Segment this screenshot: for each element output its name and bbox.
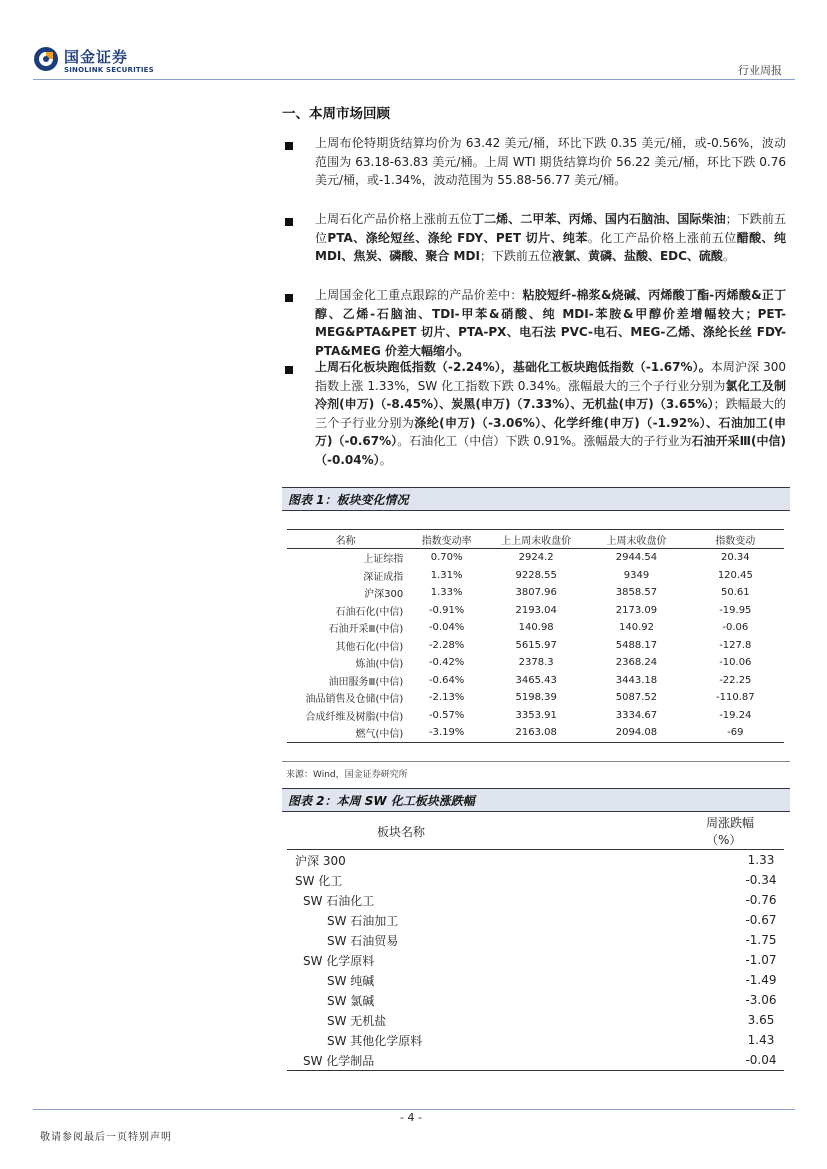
sector-name: SW 化学原料 <box>303 953 375 968</box>
cell: -127.8 <box>719 639 752 651</box>
cell: 石油石化(中信) <box>335 606 404 618</box>
table-row <box>287 890 784 910</box>
cell: 5198.39 <box>515 692 557 704</box>
header-divider <box>33 79 795 80</box>
sector-name: SW 石油化工 <box>303 893 375 908</box>
figure1-source: 来源：Wind，国金证券研究所 <box>286 770 408 780</box>
cell: 120.45 <box>717 569 753 581</box>
cell: -0.91% <box>428 604 465 616</box>
text-bold: 丁二烯、二甲苯、丙烯、国内石脑油、国际柴油 <box>472 212 726 226</box>
text: 。 <box>722 249 735 263</box>
figure2-title-bar <box>282 788 790 812</box>
column-header: 名称 <box>287 530 407 549</box>
table-row <box>287 910 784 930</box>
table-row <box>287 724 784 742</box>
weekly-change-value: -1.49 <box>745 973 777 987</box>
table-row <box>287 707 784 725</box>
table-row <box>287 689 784 707</box>
table-header-row <box>287 530 784 549</box>
cell: 5615.97 <box>515 639 557 651</box>
cell: 20.34 <box>721 552 750 564</box>
cell: -0.04% <box>428 622 465 634</box>
paragraph-sector-performance <box>315 358 786 469</box>
cell: -69 <box>687 724 784 742</box>
text: ；下跌前五位 <box>315 212 786 245</box>
table-row <box>287 584 784 602</box>
sector-name: SW 化工 <box>295 873 343 888</box>
table-row <box>287 1050 784 1071</box>
disclaimer-text: 敬请参阅最后一页特别声明 <box>40 1132 172 1143</box>
weekly-change-value: 3.65 <box>747 1013 775 1027</box>
text-bold: 粘胶短纤-棉浆&烧碱、丙烯酸丁酯-丙烯酸&正丁醇、乙烯-石脑油、TDI-甲苯&硝酸、纯 MDI-苯胺&甲醇价差增幅较大；PET-MEG&PTA&PET 切片、PTA-PX、电石法 PVC-电石、MEG-乙烯、涤纶长丝 FDY-PTA&MEG 价差大幅缩小。 <box>315 288 786 358</box>
bullet-icon <box>285 366 293 374</box>
sector-name: SW 无机盐 <box>327 1013 387 1028</box>
cell: 2924.2 <box>518 552 554 564</box>
cell: 0.70% <box>430 552 463 564</box>
paragraph-price-movers <box>315 210 786 266</box>
cell: 其他石化(中信) <box>335 641 404 653</box>
text-bold: 醋酸、纯 MDI、焦炭、磷酸、聚合 MDI <box>315 230 786 263</box>
weekly-change-value: -1.75 <box>745 933 777 947</box>
table-row <box>287 850 784 871</box>
cell: -19.24 <box>719 709 752 721</box>
paragraph-spreads <box>315 286 786 360</box>
cell: 油田服务Ⅲ(中信) <box>328 676 404 688</box>
table-row <box>287 602 784 620</box>
cell: 2368.24 <box>615 657 658 669</box>
column-header: 上周末收盘价 <box>586 530 686 549</box>
bullet-icon <box>285 142 293 150</box>
cell: -0.57% <box>428 709 465 721</box>
text: 。石油化工（中信）下跌 0.91%。涨幅最大的子行业为 <box>397 434 692 448</box>
sector-name: SW 其他化学原料 <box>327 1033 423 1048</box>
table-row <box>287 1030 784 1050</box>
column-header: 指数变动率 <box>407 530 486 549</box>
figure2-title: 图表 2：本周 SW 化工板块涨跌幅 <box>288 794 475 808</box>
text: 上周国金化工重点跟踪的产品价差中： <box>315 288 523 302</box>
text: 上周石化产品价格上涨前五位 <box>315 212 473 226</box>
cell: 1.31% <box>430 569 463 581</box>
sector-name: 沪深 300 <box>295 853 346 868</box>
figure1-title: 图表 1：板块变化情况 <box>288 493 409 507</box>
cell: 2378.3 <box>518 657 554 669</box>
logo-text-cn: 国金证券 <box>64 48 129 66</box>
cell: 2094.08 <box>586 724 686 742</box>
figure1-table <box>287 529 784 743</box>
cell: 3353.91 <box>515 709 557 721</box>
cell: 深证成指 <box>363 571 404 583</box>
cell: 3858.57 <box>615 587 658 599</box>
cell: -22.25 <box>719 674 752 686</box>
cell: -3.19% <box>407 724 486 742</box>
cell: 石油开采Ⅲ(中信) <box>328 624 404 636</box>
table-header-row <box>287 813 784 850</box>
logo-text-en: SINOLINK SECURITIES <box>64 66 154 74</box>
table-row <box>287 549 784 567</box>
table-row <box>287 870 784 890</box>
cell: -0.64% <box>428 674 465 686</box>
text: ；下跌前五位 <box>479 249 552 263</box>
cell: -10.06 <box>719 657 752 669</box>
text-bold: 液氯、黄磷、盐酸、EDC、硫酸 <box>551 249 723 263</box>
cell: 5087.52 <box>615 692 658 704</box>
cell: -2.28% <box>428 639 465 651</box>
cell: 9349 <box>623 569 650 581</box>
cell: -19.95 <box>719 604 752 616</box>
text-bold: 涤纶(申万)（-3.06%）、化学纤维(申万)（-1.92%）、石油加工(申万)（-0.67%） <box>315 415 786 448</box>
cell: 5488.17 <box>615 639 658 651</box>
figure1-title-bar <box>282 487 790 511</box>
table-row <box>287 567 784 585</box>
cell: 沪深300 <box>364 589 404 601</box>
cell: -0.42% <box>428 657 465 669</box>
table-row <box>287 1010 784 1030</box>
figure2-table <box>287 813 784 1071</box>
footer-divider <box>33 1109 795 1110</box>
cell: 9228.55 <box>515 569 557 581</box>
table-row <box>287 950 784 970</box>
cell: 炼油(中信) <box>355 659 404 671</box>
text-bold: 上周石化板块跑低指数（-2.24%），基础化工板块跑低指数（-1.67%）。 <box>315 360 711 374</box>
cell: -0.06 <box>722 622 749 634</box>
bullet-icon <box>285 218 293 226</box>
text: 。化工产品价格上涨前五位 <box>587 230 737 245</box>
weekly-change-value: 1.43 <box>747 1033 775 1047</box>
cell: 3334.67 <box>615 709 658 721</box>
cell: 燃气(中信) <box>287 724 407 742</box>
table-row <box>287 672 784 690</box>
text: 。 <box>379 452 392 467</box>
column-header: 板块名称 <box>287 813 678 850</box>
weekly-change-value: -0.04 <box>678 1050 784 1071</box>
table-row <box>287 654 784 672</box>
cell: 3807.96 <box>515 587 557 599</box>
table-row <box>287 970 784 990</box>
cell: 1.33% <box>430 587 463 599</box>
weekly-change-value: -0.76 <box>745 893 777 907</box>
cell: 50.61 <box>721 587 750 599</box>
text: 本周沪深 300 指数上涨 1.33%，SW 化工指数下跌 0.34%。涨幅最大的三个子行业分别为 <box>315 360 786 393</box>
cell: 2193.04 <box>515 604 557 616</box>
weekly-change-value: -0.67 <box>745 913 777 927</box>
column-header: 周涨跌幅（%） <box>678 813 784 850</box>
cell: 2944.54 <box>615 552 658 564</box>
text-bold: PTA、涤纶短丝、涤纶 FDY、PET 切片、纯苯 <box>327 230 588 245</box>
paragraph-oil-price: 上周布伦特期货结算均价为 63.42 美元/桶，环比下跌 0.35 美元/桶，或-0.56%，波动范围为 63.18-63.83 美元/桶。上周 WTI 期货结算均价 56.22 美元/桶，环比下跌 0.76 美元/桶，或-1.34%，波动范围为 55.88-56.77 美元/桶。 <box>315 136 786 187</box>
text: ；跌幅最大的三个子行业分别为 <box>315 397 786 430</box>
sector-name: SW 石油贸易 <box>327 933 399 948</box>
weekly-change-value: -1.07 <box>745 953 777 967</box>
table-row <box>287 930 784 950</box>
table-row <box>287 990 784 1010</box>
weekly-change-value: -0.34 <box>745 873 777 887</box>
cell: 3465.43 <box>515 674 557 686</box>
sector-name: SW 石油加工 <box>327 913 399 928</box>
logo-icon <box>33 46 59 72</box>
cell: 140.98 <box>518 622 554 634</box>
source-divider <box>282 761 790 762</box>
cell: 油品销售及仓储(中信) <box>305 694 404 706</box>
bullet-icon <box>285 294 293 302</box>
cell: 140.92 <box>618 622 654 634</box>
cell: 上证综指 <box>363 554 404 566</box>
sector-name: SW 化学制品 <box>287 1050 678 1071</box>
cell: -110.87 <box>716 692 755 704</box>
column-header: 指数变动 <box>687 530 784 549</box>
cell: 2163.08 <box>486 724 586 742</box>
text-bold: 氯化工及制冷剂(申万)（-8.45%）、炭黑(申万)（7.33%）、无机盐(申万)（3.65%） <box>315 378 786 411</box>
table-row <box>287 637 784 655</box>
report-type-label: 行业周报 <box>738 64 782 77</box>
cell: 合成纤维及树脂(中信) <box>305 711 404 723</box>
sector-name: SW 氯碱 <box>327 993 375 1008</box>
cell: 2173.09 <box>615 604 658 616</box>
text-bold: 石油开采Ⅲ(中信)（-0.04%） <box>315 434 786 467</box>
page-number: - 4 - <box>400 1111 422 1124</box>
sector-name: SW 纯碱 <box>327 973 375 988</box>
cell: -2.13% <box>428 692 465 704</box>
table-row <box>287 619 784 637</box>
weekly-change-value: 1.33 <box>747 853 775 867</box>
weekly-change-value: -3.06 <box>745 993 777 1007</box>
column-header: 上上周末收盘价 <box>486 530 586 549</box>
section-title: 一、本周市场回顾 <box>282 106 390 122</box>
cell: 3443.18 <box>615 674 658 686</box>
